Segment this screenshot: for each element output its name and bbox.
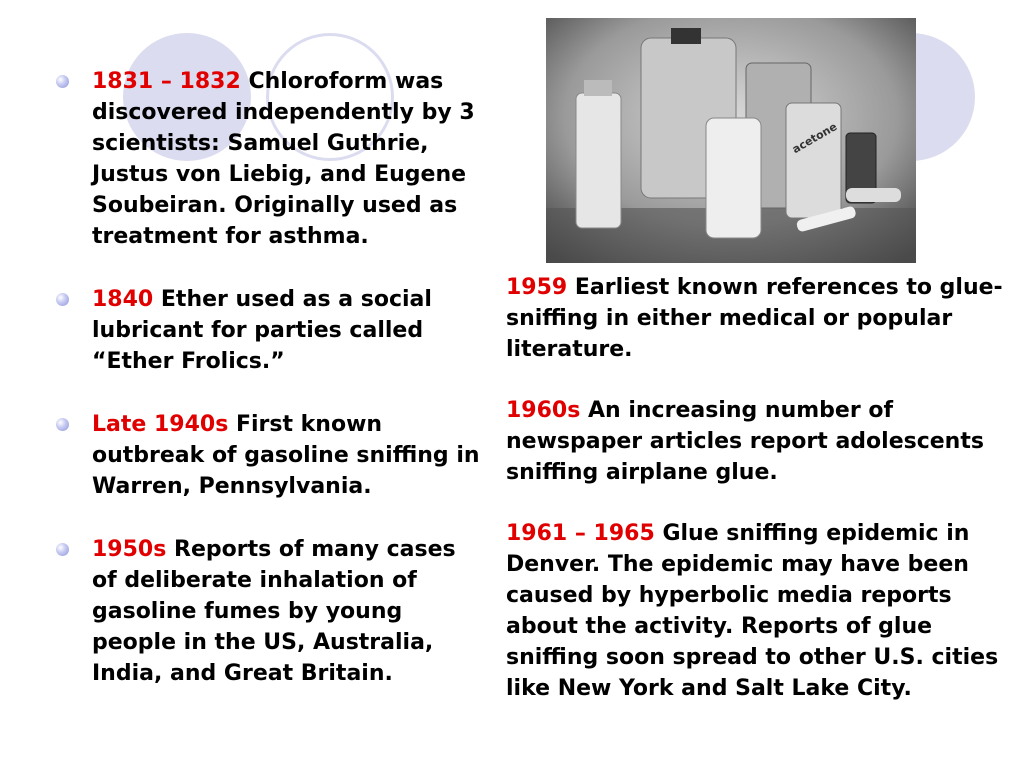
timeline-text: Earliest known references to glue-sniffing in either medical or popular literature. [506,275,1003,362]
timeline-year: 1840 [92,287,154,312]
timeline-item [56,66,486,252]
bullet-icon [56,75,69,88]
timeline-item [506,518,1018,704]
timeline-year: Late 1940s [92,412,229,437]
timeline-item [506,395,1018,488]
left-timeline [56,66,486,721]
bullet-icon [56,418,69,431]
timeline-item [506,272,1018,365]
bullet-icon [56,293,69,306]
timeline-text: Chloroform was discovered independently by 3 scientists: Samuel Guthrie, Justus von Liebig, and Eugene Soubeiran. Originally used as treatment for asthma. [92,69,475,249]
inhalants-photo [546,18,916,263]
timeline-text: Glue sniffing epidemic in Denver. The epidemic may have been caused by hyperbolic media reports about the activity. Reports of glue sniffing soon spread to other U.S. cities like New York and Salt Lake City. [506,521,999,701]
timeline-item [56,409,486,502]
acetone-label: acetone [790,120,840,157]
timeline-year: 1960s [506,398,581,423]
timeline-text: An increasing number of newspaper articles report adolescents sniffing airplane glue. [506,398,984,485]
timeline-year: 1961 – 1965 [506,521,655,546]
timeline-year: 1959 [506,275,568,300]
timeline-text: First known outbreak of gasoline sniffing in Warren, Pennsylvania. [92,412,480,499]
timeline-year: 1950s [92,537,167,562]
bullet-icon [56,543,69,556]
right-timeline [506,272,1018,734]
timeline-text: Ether used as a social lubricant for parties called “Ether Frolics.” [92,287,432,374]
timeline-item [56,534,486,689]
timeline-item [56,284,486,377]
timeline-year: 1831 – 1832 [92,69,241,94]
timeline-text: Reports of many cases of deliberate inhalation of gasoline fumes by young people in the US, Australia, India, and Great Britain. [92,537,456,686]
